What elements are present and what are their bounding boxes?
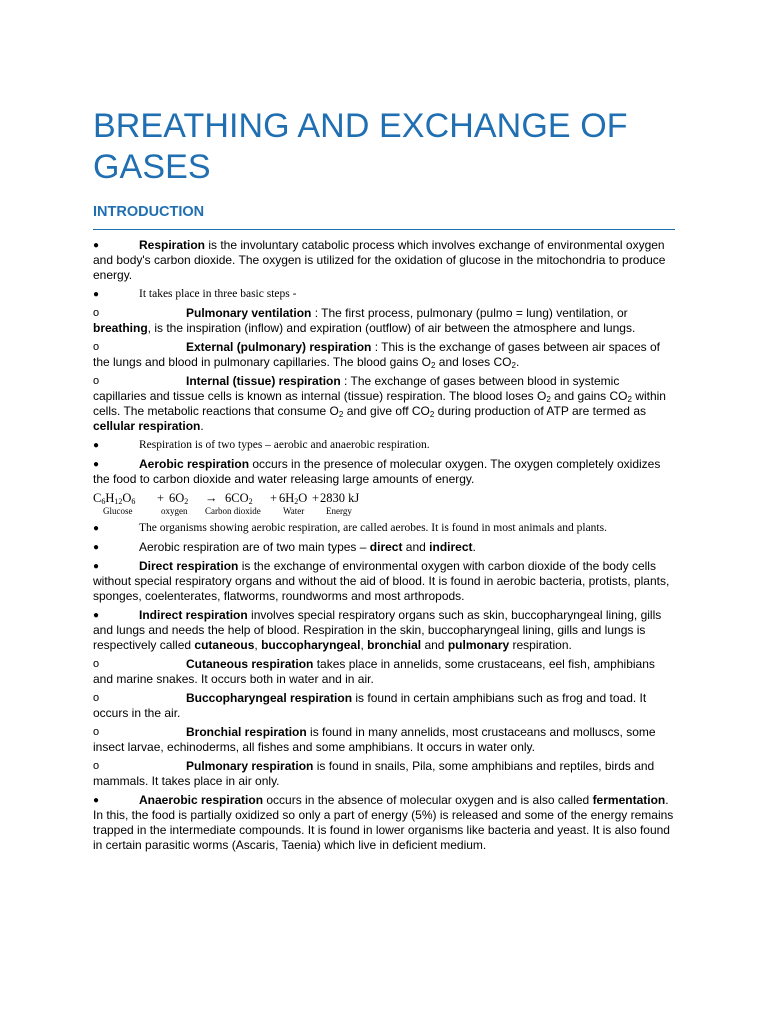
section-divider [93,229,675,230]
circle-bullet-icon: o [93,760,100,772]
bullet-icon: ● [93,610,100,621]
equation-arrow: → [205,491,218,505]
paragraph-direct-respiration: ● Direct respiration is the exchange of environmental oxygen with carbon dioxide of the body cells without special respiratory organs and without the aid of blood. It is found in aerobic bacteria, protists, plants, sponges, coelenterates, flatworms, roundworms and most arthropods. [93,559,670,603]
circle-bullet-icon: o [93,341,100,353]
equation-oxygen: $6O_2$ [169,491,189,506]
paragraph-indirect-respiration: ● Indirect respiration involves special respiratory organs such as skin, buccopharyngeal lining, gills and lungs and needs the help of blood. Respiration in the skin, buccopharyngeal lining, gills and lungs is respectively called cutaneous, buccopharyngeal, bronchial and pulmonary respiration. [93,608,662,652]
equation-label-co2: Carbon dioxide [205,506,261,516]
paragraph-aerobic-types: ● Aerobic respiration are of two main types – direct and indirect. [93,540,476,554]
section-heading: INTRODUCTION [93,204,205,220]
aerobic-equation [93,491,675,519]
paragraph-buccopharyngeal: o Buccopharyngeal respiration is found in certain amphibians such as frog and toad. It occurs in the air. [93,691,647,720]
paragraph-aerobic: ● Aerobic respiration occurs in the presence of molecular oxygen. The oxygen completely oxidizes the food to carbon dioxide and water releasing large amounts of energy. [93,457,661,486]
equation-label-glucose: Glucose [103,506,133,516]
equation-co2: $6CO_2$ [225,491,253,506]
paragraph-bronchial: o Bronchial respiration is found in many annelids, most crustaceans and molluscs, some insect larvae, echinoderms, all fishes and some amphibians. It occurs in water only. [93,725,656,754]
bullet-icon: ● [93,240,100,251]
bullet-icon: ● [93,795,100,806]
bullet-icon: ● [93,440,100,451]
bullet-icon: ● [93,542,100,553]
document-body [93,238,675,857]
circle-bullet-icon: o [93,726,100,738]
equation-plus: + [312,491,320,505]
bullet-icon: ● [93,561,100,572]
circle-bullet-icon: o [93,375,100,387]
bullet-icon: ● [93,289,100,300]
equation-label-water: Water [283,506,305,516]
paragraph-internal-respiration: o Internal (tissue) respiration : The exchange of gases between blood in systemic capillaries and tissue cells is known as internal (tissue) respiration. The blood loses $O_2$ and gains $CO_2$ within cells. The metabolic reactions that consume $O_2$ and give off $CO_2$ during production of ATP are termed as cellular respiration. [93,374,666,433]
equation-plus: + [157,491,165,505]
equation-water: $6H_2O$ [279,491,308,506]
equation-label-oxygen: oxygen [161,506,188,516]
equation-energy: 2830 kJ [320,491,360,505]
paragraph-pulmonary-ventilation: o Pulmonary ventilation : The first process, pulmonary (pulmo = lung) ventilation, or breathing, is the inspiration (inflow) and expiration (outflow) of air between the atmosphere and lungs. [93,306,636,335]
circle-bullet-icon: o [93,692,100,704]
bullet-icon: ● [93,459,100,470]
paragraph-cutaneous: o Cutaneous respiration takes place in annelids, some crustaceans, eel fish, amphibians and marine snakes. It occurs both in water and in air. [93,657,655,686]
bullet-icon: ● [93,523,100,534]
paragraph-three-steps: ● It takes place in three basic steps - [93,288,297,300]
circle-bullet-icon: o [93,307,100,319]
paragraph-respiration: ● Respiration is the involuntary catabolic process which involves exchange of environmental oxygen and body's carbon dioxide. The oxygen is utilized for the oxidation of glucose in the mitochondria to produce energy. [93,238,666,282]
equation-glucose: $C_6H_{12}O_6$ [93,491,136,506]
paragraph-pulmonary: o Pulmonary respiration is found in snails, Pila, some amphibians and reptiles, birds and mammals. It takes place in air only. [93,759,655,788]
paragraph-two-types: ● Respiration is of two types – aerobic and anaerobic respiration. [93,439,430,451]
circle-bullet-icon: o [93,658,100,670]
paragraph-external-respiration: o External (pulmonary) respiration : This is the exchange of gases between air spaces of the lungs and blood in pulmonary capillaries. The blood gains $O_2$ and loses $CO_2$. [93,340,660,370]
equation-label-energy: Energy [326,506,352,516]
page-title: BREATHING AND EXCHANGE OF GASES [93,107,628,186]
paragraph-anaerobic: ● Anaerobic respiration occurs in the absence of molecular oxygen and is also called fermentation. In this, the food is partially oxidized so only a part of energy (5%) is released and some of the energy remains trapped in the intermediate compounds. It is found in lower organisms like bacteria and yeast. It is also found in certain parasitic worms (Ascaris, Taenia) which live in deficient medium. [93,793,674,852]
equation-plus: + [270,491,278,505]
paragraph-aerobes: ● The organisms showing aerobic respiration, are called aerobes. It is found in most animals and plants. [93,522,607,534]
